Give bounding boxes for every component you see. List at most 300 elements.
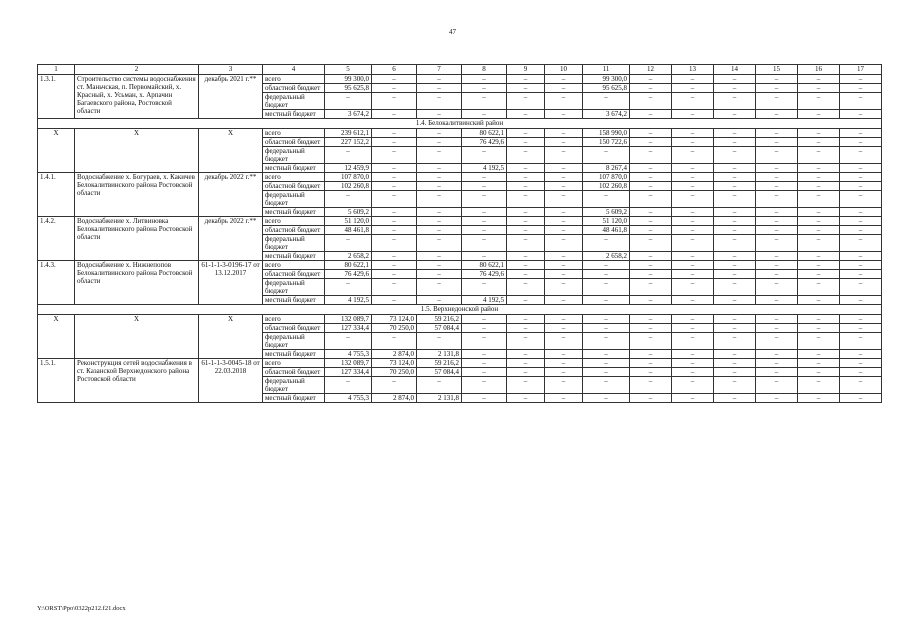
empty-value-cell: – bbox=[798, 324, 840, 333]
budget-label: федеральный бюджет bbox=[263, 235, 325, 252]
empty-value-cell: – bbox=[545, 377, 583, 394]
empty-value-cell: – bbox=[417, 93, 462, 110]
empty-value-cell: – bbox=[417, 110, 462, 119]
empty-value-cell: – bbox=[798, 110, 840, 119]
header-cell: 9 bbox=[507, 65, 545, 75]
empty-value-cell: – bbox=[545, 394, 583, 403]
empty-value-cell: – bbox=[630, 226, 672, 235]
empty-value-cell: – bbox=[630, 191, 672, 208]
value-cell: 2 874,0 bbox=[372, 394, 417, 403]
item-id: 1.3.1. bbox=[38, 75, 75, 119]
value-cell: 2 874,0 bbox=[372, 350, 417, 359]
item-id: X bbox=[38, 129, 75, 173]
empty-value-cell: – bbox=[507, 235, 545, 252]
value-cell: – bbox=[325, 235, 372, 252]
empty-value-cell: – bbox=[545, 324, 583, 333]
empty-value-cell: – bbox=[756, 84, 798, 93]
budget-label: федеральный бюджет bbox=[263, 93, 325, 110]
empty-value-cell: – bbox=[714, 217, 756, 226]
empty-value-cell: – bbox=[630, 129, 672, 138]
empty-value-cell: – bbox=[462, 324, 507, 333]
empty-value-cell: – bbox=[507, 208, 545, 217]
empty-value-cell: – bbox=[507, 377, 545, 394]
empty-value-cell: – bbox=[714, 75, 756, 84]
empty-value-cell: – bbox=[756, 377, 798, 394]
empty-value-cell: – bbox=[672, 191, 714, 208]
empty-value-cell: – bbox=[372, 270, 417, 279]
empty-value-cell: – bbox=[545, 261, 583, 270]
empty-value-cell: – bbox=[672, 110, 714, 119]
value-cell: 4 755,3 bbox=[325, 350, 372, 359]
empty-value-cell: – bbox=[545, 147, 583, 164]
value-cell: 80 622,1 bbox=[462, 129, 507, 138]
empty-value-cell: – bbox=[756, 110, 798, 119]
empty-value-cell: – bbox=[672, 359, 714, 368]
item-title: X bbox=[75, 315, 199, 359]
empty-value-cell: – bbox=[840, 359, 882, 368]
value-cell: – bbox=[583, 191, 630, 208]
empty-value-cell: – bbox=[714, 84, 756, 93]
empty-value-cell: – bbox=[545, 191, 583, 208]
empty-value-cell: – bbox=[372, 279, 417, 296]
item-id: 1.4.2. bbox=[38, 217, 75, 261]
empty-value-cell: – bbox=[507, 191, 545, 208]
table-row bbox=[38, 217, 882, 226]
empty-value-cell: – bbox=[583, 359, 630, 368]
empty-value-cell: – bbox=[462, 84, 507, 93]
empty-value-cell: – bbox=[545, 208, 583, 217]
empty-value-cell: – bbox=[462, 173, 507, 182]
empty-value-cell: – bbox=[798, 315, 840, 324]
value-cell: 4 755,3 bbox=[325, 394, 372, 403]
empty-value-cell: – bbox=[798, 226, 840, 235]
empty-value-cell: – bbox=[630, 75, 672, 84]
empty-value-cell: – bbox=[672, 394, 714, 403]
value-cell: – bbox=[325, 333, 372, 350]
empty-value-cell: – bbox=[507, 270, 545, 279]
empty-value-cell: – bbox=[507, 368, 545, 377]
empty-value-cell: – bbox=[545, 270, 583, 279]
budget-label: местный бюджет bbox=[263, 296, 325, 305]
value-cell: 150 722,6 bbox=[583, 138, 630, 147]
empty-value-cell: – bbox=[714, 173, 756, 182]
empty-value-cell: – bbox=[507, 182, 545, 191]
budget-label: местный бюджет bbox=[263, 394, 325, 403]
header-cell: 17 bbox=[840, 65, 882, 75]
empty-value-cell: – bbox=[583, 368, 630, 377]
value-cell: 59 216,2 bbox=[417, 359, 462, 368]
header-cell: 4 bbox=[263, 65, 325, 75]
empty-value-cell: – bbox=[840, 261, 882, 270]
empty-value-cell: – bbox=[630, 394, 672, 403]
empty-value-cell: – bbox=[545, 226, 583, 235]
empty-value-cell: – bbox=[583, 296, 630, 305]
empty-value-cell: – bbox=[583, 333, 630, 350]
empty-value-cell: – bbox=[462, 368, 507, 377]
header-cell: 14 bbox=[714, 65, 756, 75]
empty-value-cell: – bbox=[545, 359, 583, 368]
value-cell: 102 260,8 bbox=[325, 182, 372, 191]
empty-value-cell: – bbox=[840, 368, 882, 377]
section-title: 1.5. Верхнедонской район bbox=[38, 305, 882, 315]
value-cell: – bbox=[325, 279, 372, 296]
empty-value-cell: – bbox=[714, 182, 756, 191]
empty-value-cell: – bbox=[714, 147, 756, 164]
value-cell: 76 429,6 bbox=[462, 138, 507, 147]
value-cell: 3 674,2 bbox=[583, 110, 630, 119]
empty-value-cell: – bbox=[798, 359, 840, 368]
empty-value-cell: – bbox=[507, 84, 545, 93]
empty-value-cell: – bbox=[462, 377, 507, 394]
empty-value-cell: – bbox=[756, 261, 798, 270]
budget-label: федеральный бюджет bbox=[263, 279, 325, 296]
item-deadline: декабрь 2022 г.** bbox=[199, 217, 263, 261]
budget-label: областной бюджет bbox=[263, 368, 325, 377]
empty-value-cell: – bbox=[756, 173, 798, 182]
empty-value-cell: – bbox=[630, 182, 672, 191]
value-cell: 48 461,8 bbox=[325, 226, 372, 235]
empty-value-cell: – bbox=[798, 394, 840, 403]
empty-value-cell: – bbox=[507, 296, 545, 305]
empty-value-cell: – bbox=[840, 235, 882, 252]
section-row bbox=[38, 305, 882, 315]
empty-value-cell: – bbox=[417, 296, 462, 305]
empty-value-cell: – bbox=[714, 252, 756, 261]
empty-value-cell: – bbox=[756, 350, 798, 359]
empty-value-cell: – bbox=[672, 279, 714, 296]
value-cell: 5 609,2 bbox=[583, 208, 630, 217]
value-cell: 5 609,2 bbox=[325, 208, 372, 217]
value-cell: 3 674,2 bbox=[325, 110, 372, 119]
header-cell: 3 bbox=[199, 65, 263, 75]
empty-value-cell: – bbox=[583, 261, 630, 270]
table-row bbox=[38, 261, 882, 270]
empty-value-cell: – bbox=[417, 75, 462, 84]
empty-value-cell: – bbox=[840, 93, 882, 110]
value-cell: – bbox=[372, 333, 417, 350]
empty-value-cell: – bbox=[798, 377, 840, 394]
value-cell: – bbox=[325, 191, 372, 208]
empty-value-cell: – bbox=[545, 75, 583, 84]
empty-value-cell: – bbox=[630, 235, 672, 252]
empty-value-cell: – bbox=[630, 315, 672, 324]
empty-value-cell: – bbox=[583, 350, 630, 359]
empty-value-cell: – bbox=[798, 147, 840, 164]
empty-value-cell: – bbox=[630, 261, 672, 270]
value-cell: – bbox=[325, 377, 372, 394]
empty-value-cell: – bbox=[840, 315, 882, 324]
empty-value-cell: – bbox=[545, 93, 583, 110]
empty-value-cell: – bbox=[840, 182, 882, 191]
empty-value-cell: – bbox=[714, 377, 756, 394]
empty-value-cell: – bbox=[672, 147, 714, 164]
empty-value-cell: – bbox=[714, 359, 756, 368]
empty-value-cell: – bbox=[507, 350, 545, 359]
item-title: X bbox=[75, 129, 199, 173]
empty-value-cell: – bbox=[630, 333, 672, 350]
empty-value-cell: – bbox=[630, 270, 672, 279]
empty-value-cell: – bbox=[507, 324, 545, 333]
empty-value-cell: – bbox=[507, 110, 545, 119]
empty-value-cell: – bbox=[714, 350, 756, 359]
empty-value-cell: – bbox=[417, 208, 462, 217]
empty-value-cell: – bbox=[583, 315, 630, 324]
empty-value-cell: – bbox=[756, 182, 798, 191]
empty-value-cell: – bbox=[372, 164, 417, 173]
budget-label: всего bbox=[263, 217, 325, 226]
empty-value-cell: – bbox=[507, 394, 545, 403]
empty-value-cell: – bbox=[756, 235, 798, 252]
empty-value-cell: – bbox=[672, 270, 714, 279]
empty-value-cell: – bbox=[630, 208, 672, 217]
empty-value-cell: – bbox=[672, 182, 714, 191]
empty-value-cell: – bbox=[714, 93, 756, 110]
budget-label: областной бюджет bbox=[263, 182, 325, 191]
empty-value-cell: – bbox=[756, 394, 798, 403]
empty-value-cell: – bbox=[372, 226, 417, 235]
empty-value-cell: – bbox=[630, 84, 672, 93]
empty-value-cell: – bbox=[545, 84, 583, 93]
empty-value-cell: – bbox=[798, 261, 840, 270]
empty-value-cell: – bbox=[417, 182, 462, 191]
value-cell: – bbox=[325, 147, 372, 164]
value-cell: 107 870,0 bbox=[583, 173, 630, 182]
empty-value-cell: – bbox=[840, 296, 882, 305]
value-cell: 8 267,4 bbox=[583, 164, 630, 173]
empty-value-cell: – bbox=[507, 75, 545, 84]
empty-value-cell: – bbox=[840, 110, 882, 119]
empty-value-cell: – bbox=[507, 359, 545, 368]
item-id: 1.5.1. bbox=[38, 359, 75, 403]
value-cell: – bbox=[583, 93, 630, 110]
empty-value-cell: – bbox=[462, 333, 507, 350]
value-cell: 48 461,8 bbox=[583, 226, 630, 235]
footer-path: Y:\ORST\Ppo\0322p212.f21.docx bbox=[37, 605, 126, 612]
empty-value-cell: – bbox=[672, 377, 714, 394]
empty-value-cell: – bbox=[462, 359, 507, 368]
empty-value-cell: – bbox=[840, 75, 882, 84]
empty-value-cell: – bbox=[462, 226, 507, 235]
empty-value-cell: – bbox=[756, 75, 798, 84]
empty-value-cell: – bbox=[672, 138, 714, 147]
empty-value-cell: – bbox=[417, 270, 462, 279]
item-deadline: 61-1-1-3-0196-17 от 13.12.2017 bbox=[199, 261, 263, 305]
table-row bbox=[38, 75, 882, 84]
empty-value-cell: – bbox=[840, 138, 882, 147]
value-cell: 73 124,0 bbox=[372, 359, 417, 368]
empty-value-cell: – bbox=[714, 191, 756, 208]
budget-label: федеральный бюджет bbox=[263, 377, 325, 394]
empty-value-cell: – bbox=[583, 270, 630, 279]
value-cell: 127 334,4 bbox=[325, 368, 372, 377]
empty-value-cell: – bbox=[630, 377, 672, 394]
empty-value-cell: – bbox=[545, 164, 583, 173]
empty-value-cell: – bbox=[798, 129, 840, 138]
item-deadline: декабрь 2021 г.** bbox=[199, 75, 263, 119]
empty-value-cell: – bbox=[798, 173, 840, 182]
item-title: Реконструкция сетей водоснабжения в ст. Казанской Верхнедонского района Ростовской области bbox=[75, 359, 199, 403]
value-cell: – bbox=[325, 93, 372, 110]
value-cell: 239 612,1 bbox=[325, 129, 372, 138]
empty-value-cell: – bbox=[372, 173, 417, 182]
empty-value-cell: – bbox=[714, 164, 756, 173]
empty-value-cell: – bbox=[462, 191, 507, 208]
item-id: 1.4.1. bbox=[38, 173, 75, 217]
empty-value-cell: – bbox=[756, 324, 798, 333]
budget-label: всего bbox=[263, 129, 325, 138]
empty-value-cell: – bbox=[462, 110, 507, 119]
empty-value-cell: – bbox=[630, 359, 672, 368]
empty-value-cell: – bbox=[372, 84, 417, 93]
budget-label: областной бюджет bbox=[263, 226, 325, 235]
empty-value-cell: – bbox=[840, 394, 882, 403]
empty-value-cell: – bbox=[756, 217, 798, 226]
empty-value-cell: – bbox=[798, 296, 840, 305]
budget-label: всего bbox=[263, 315, 325, 324]
table-row bbox=[38, 359, 882, 368]
empty-value-cell: – bbox=[798, 75, 840, 84]
item-title: Водоснабжение х. Литвиновка Белокалитвинского района Ростовской области bbox=[75, 217, 199, 261]
item-title: Водоснабжение х. Богураев, х. Какичев Белокалитвинского района Ростовской области bbox=[75, 173, 199, 217]
item-title: Строительство системы водоснабжения ст. Маньчская, п. Первомайский, х. Красный, х. Усьман, х. Арпачин Багаевского района, Ростовской области bbox=[75, 75, 199, 119]
empty-value-cell: – bbox=[714, 315, 756, 324]
empty-value-cell: – bbox=[630, 138, 672, 147]
empty-value-cell: – bbox=[462, 350, 507, 359]
budget-label: федеральный бюджет bbox=[263, 147, 325, 164]
value-cell: 12 459,9 bbox=[325, 164, 372, 173]
empty-value-cell: – bbox=[372, 217, 417, 226]
empty-value-cell: – bbox=[798, 208, 840, 217]
value-cell: – bbox=[583, 235, 630, 252]
empty-value-cell: – bbox=[840, 333, 882, 350]
empty-value-cell: – bbox=[507, 93, 545, 110]
value-cell: 2 658,2 bbox=[583, 252, 630, 261]
empty-value-cell: – bbox=[798, 138, 840, 147]
empty-value-cell: – bbox=[714, 208, 756, 217]
empty-value-cell: – bbox=[672, 315, 714, 324]
empty-value-cell: – bbox=[417, 164, 462, 173]
empty-value-cell: – bbox=[417, 226, 462, 235]
empty-value-cell: – bbox=[462, 252, 507, 261]
empty-value-cell: – bbox=[672, 226, 714, 235]
empty-value-cell: – bbox=[798, 252, 840, 261]
item-deadline: X bbox=[199, 315, 263, 359]
empty-value-cell: – bbox=[372, 191, 417, 208]
empty-value-cell: – bbox=[630, 252, 672, 261]
empty-value-cell: – bbox=[507, 138, 545, 147]
empty-value-cell: – bbox=[372, 110, 417, 119]
header-cell: 8 bbox=[462, 65, 507, 75]
empty-value-cell: – bbox=[507, 129, 545, 138]
empty-value-cell: – bbox=[798, 350, 840, 359]
empty-value-cell: – bbox=[630, 324, 672, 333]
empty-value-cell: – bbox=[672, 84, 714, 93]
empty-value-cell: – bbox=[545, 350, 583, 359]
empty-value-cell: – bbox=[840, 324, 882, 333]
value-cell: 132 089,7 bbox=[325, 359, 372, 368]
empty-value-cell: – bbox=[372, 252, 417, 261]
empty-value-cell: – bbox=[672, 333, 714, 350]
value-cell: 4 192,5 bbox=[462, 296, 507, 305]
empty-value-cell: – bbox=[756, 359, 798, 368]
empty-value-cell: – bbox=[756, 191, 798, 208]
empty-value-cell: – bbox=[417, 235, 462, 252]
empty-value-cell: – bbox=[462, 235, 507, 252]
value-cell: 102 260,8 bbox=[583, 182, 630, 191]
empty-value-cell: – bbox=[672, 164, 714, 173]
empty-value-cell: – bbox=[545, 252, 583, 261]
header-cell: 6 bbox=[372, 65, 417, 75]
empty-value-cell: – bbox=[507, 164, 545, 173]
empty-value-cell: – bbox=[672, 75, 714, 84]
value-cell: 2 658,2 bbox=[325, 252, 372, 261]
item-id: 1.4.3. bbox=[38, 261, 75, 305]
empty-value-cell: – bbox=[372, 129, 417, 138]
empty-value-cell: – bbox=[372, 182, 417, 191]
empty-value-cell: – bbox=[417, 138, 462, 147]
empty-value-cell: – bbox=[630, 147, 672, 164]
empty-value-cell: – bbox=[672, 296, 714, 305]
value-cell: 227 152,2 bbox=[325, 138, 372, 147]
empty-value-cell: – bbox=[417, 279, 462, 296]
empty-value-cell: – bbox=[840, 279, 882, 296]
empty-value-cell: – bbox=[756, 138, 798, 147]
value-cell: 51 120,0 bbox=[325, 217, 372, 226]
budget-label: местный бюджет bbox=[263, 208, 325, 217]
empty-value-cell: – bbox=[714, 110, 756, 119]
empty-value-cell: – bbox=[507, 217, 545, 226]
header-cell: 15 bbox=[756, 65, 798, 75]
empty-value-cell: – bbox=[545, 110, 583, 119]
header-cell: 7 bbox=[417, 65, 462, 75]
empty-value-cell: – bbox=[545, 129, 583, 138]
empty-value-cell: – bbox=[714, 226, 756, 235]
empty-value-cell: – bbox=[583, 394, 630, 403]
value-cell: 132 089,7 bbox=[325, 315, 372, 324]
budget-label: областной бюджет bbox=[263, 324, 325, 333]
empty-value-cell: – bbox=[630, 350, 672, 359]
header-cell: 2 bbox=[75, 65, 199, 75]
empty-value-cell: – bbox=[672, 252, 714, 261]
empty-value-cell: – bbox=[417, 217, 462, 226]
value-cell: 51 120,0 bbox=[583, 217, 630, 226]
table-body bbox=[38, 65, 882, 403]
empty-value-cell: – bbox=[372, 138, 417, 147]
empty-value-cell: – bbox=[507, 226, 545, 235]
empty-value-cell: – bbox=[756, 164, 798, 173]
empty-value-cell: – bbox=[417, 261, 462, 270]
value-cell: 99 300,0 bbox=[325, 75, 372, 84]
value-cell: 76 429,6 bbox=[325, 270, 372, 279]
value-cell: 2 131,8 bbox=[417, 394, 462, 403]
empty-value-cell: – bbox=[714, 333, 756, 350]
value-cell: 95 625,8 bbox=[583, 84, 630, 93]
budget-label: всего bbox=[263, 261, 325, 270]
empty-value-cell: – bbox=[462, 394, 507, 403]
table-row bbox=[38, 315, 882, 324]
empty-value-cell: – bbox=[372, 147, 417, 164]
header-cell: 5 bbox=[325, 65, 372, 75]
empty-value-cell: – bbox=[840, 226, 882, 235]
page-number: 47 bbox=[449, 28, 456, 36]
value-cell: 57 084,4 bbox=[417, 368, 462, 377]
empty-value-cell: – bbox=[714, 368, 756, 377]
empty-value-cell: – bbox=[672, 93, 714, 110]
item-deadline: 61-1-1-3-0045-18 от 22.03.2018 bbox=[199, 359, 263, 403]
value-cell: 73 124,0 bbox=[372, 315, 417, 324]
empty-value-cell: – bbox=[372, 235, 417, 252]
empty-value-cell: – bbox=[672, 217, 714, 226]
